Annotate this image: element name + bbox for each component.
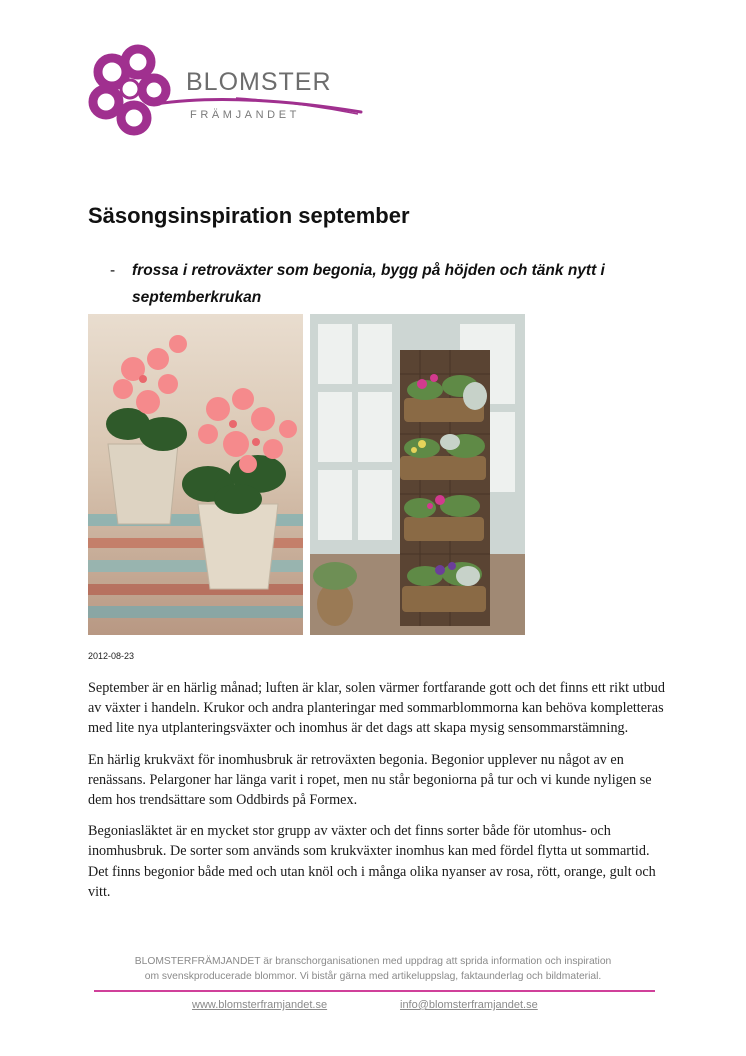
website-link[interactable]: www.blomsterframjandet.se: [192, 999, 328, 1011]
bullet-dash: -: [110, 262, 116, 279]
page-title: Säsongsinspiration september: [88, 203, 410, 228]
footer-info-line: om svenskproducerade blommor. Vi bistår gärna med artikeluppslag, faktaunderlag och bildmaterial.: [144, 970, 602, 982]
article-body: [88, 678, 668, 913]
begonia-pots-photo: [88, 314, 303, 635]
paragraph: September är en härlig månad; luften är klar, solen värmer fortfarande gott och det finns ett rikt utbud av växter i handeln. Krukor och andra planteringar med sommarblommorna kan behöva kompletteras med lite nya utplanteringsväxter och inomhus är det dags att skapa mysig sensommarstämning.: [88, 680, 665, 737]
paragraph: En härlig krukväxt för inomhusbruk är retroväxten begonia. Begonior upplever nu något av en renässans. Pelargoner har länga varit i ropet, men nu står begoniorna på tur och vi kunde nyligen se dem hos trendsättare som Oddbirds på Formex.: [88, 751, 652, 809]
paragraph: Begoniasläktet är en mycket stor grupp av växter och det finns sorter både för utomhus- och inomhusbruk. De sorter som används som krukväxter inomhus kan med fördel flytta ut sommartid. Det finns begonior både med och utan knöl och i många olika nyanser av rosa, rött, orange, gult och vitt.: [88, 823, 656, 900]
article-date: 2012-08-23: [88, 651, 135, 661]
footer-info-line: BLOMSTERFRÄMJANDET är branschorganisationen med uppdrag att sprida information och inspiration: [134, 956, 612, 967]
email-link[interactable]: info@blomsterframjandet.se: [400, 999, 538, 1011]
article-subtitle: [110, 257, 650, 311]
brand-logo: [86, 42, 366, 137]
footer-info: [88, 955, 658, 984]
brand-name: BLOMSTER: [186, 68, 332, 96]
brand-subname: FRÄMJANDET: [190, 109, 300, 121]
subtitle-text: frossa i retroväxter som begonia, bygg på höjden och tänk nytt i septemberkrukan: [132, 262, 605, 306]
wall-planter-photo: [310, 314, 525, 635]
footer-divider: [94, 990, 655, 992]
